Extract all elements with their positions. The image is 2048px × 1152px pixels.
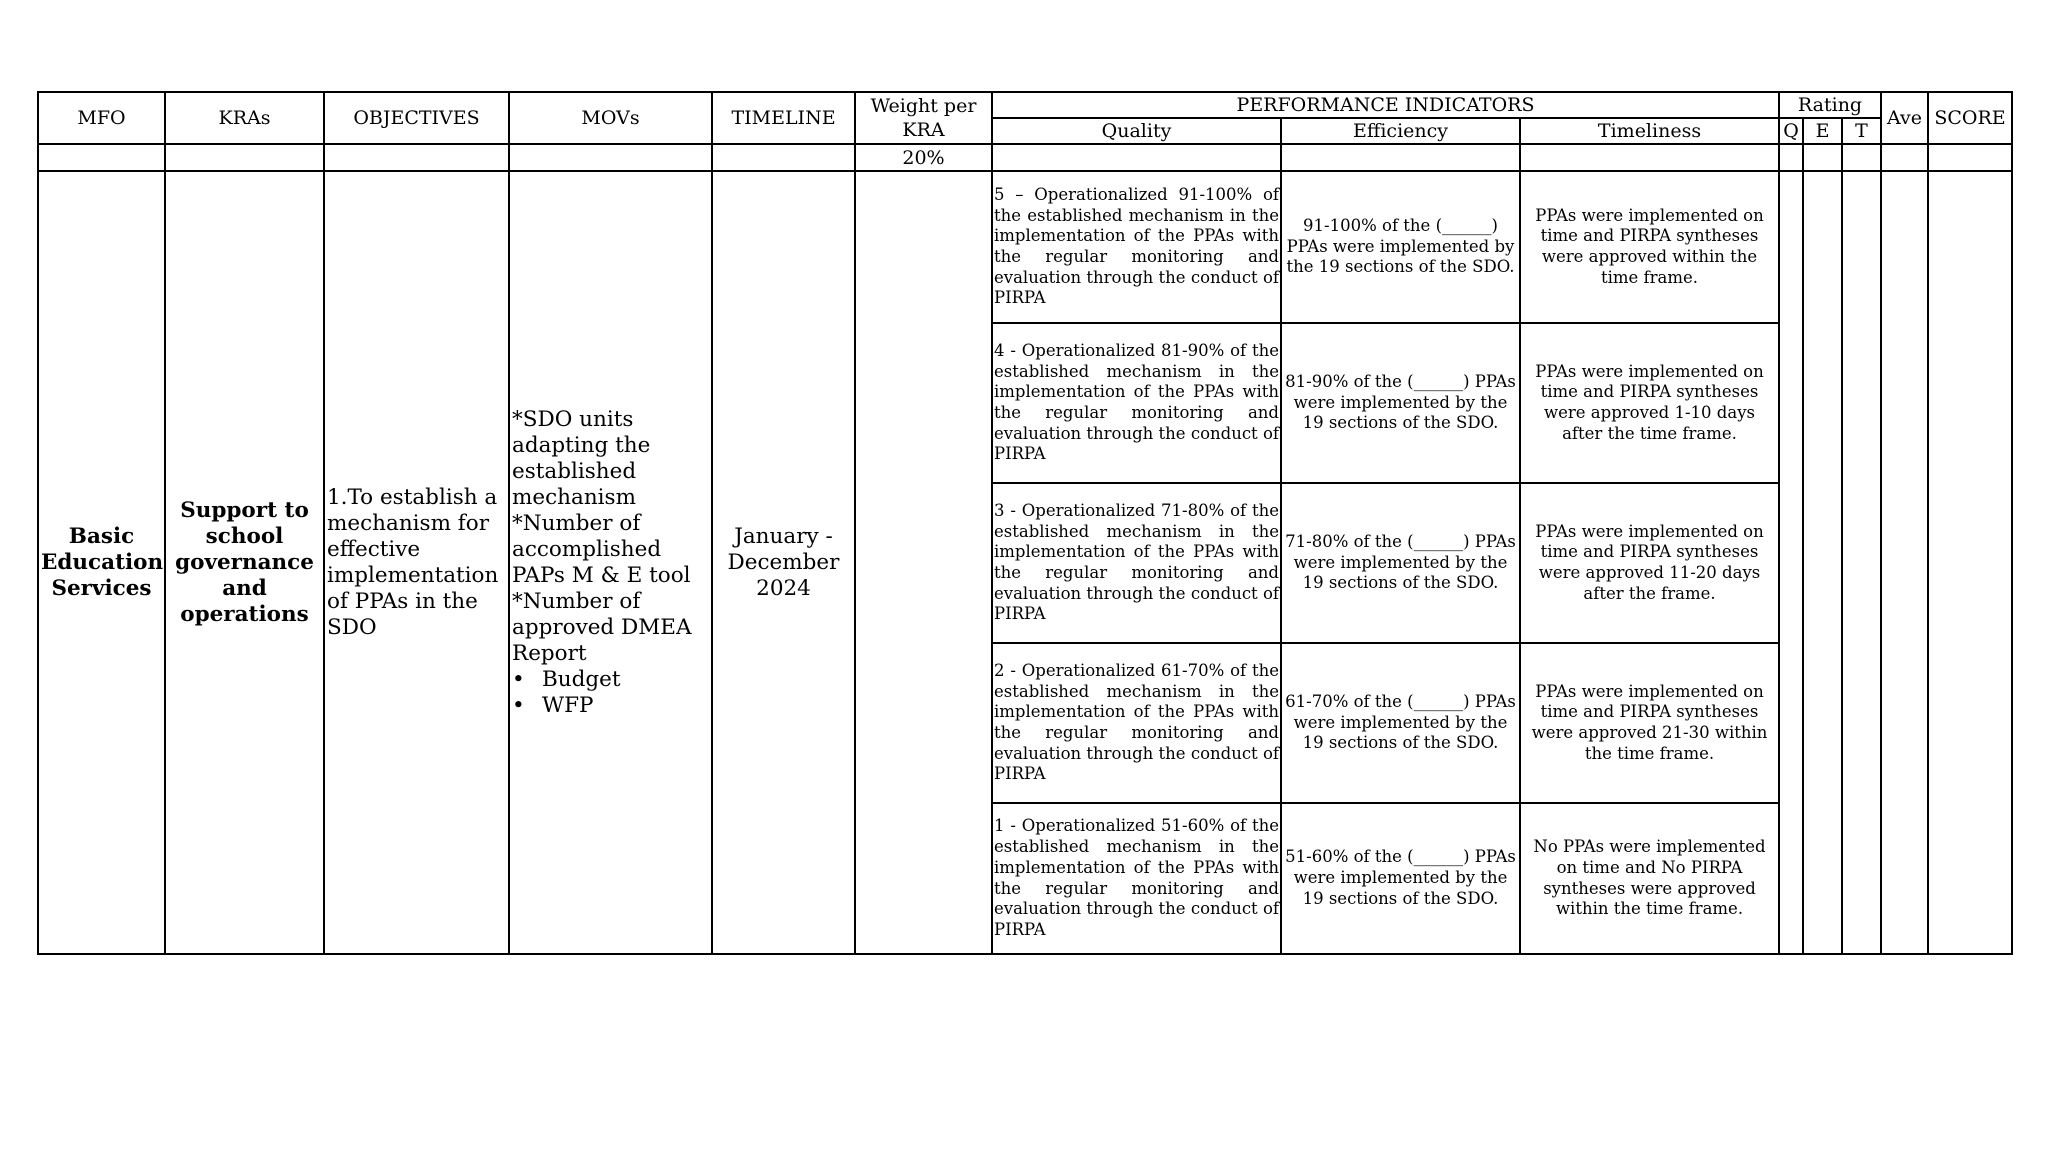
weight-row-movs-cell (509, 144, 712, 171)
timeliness-indicator-4: PPAs were implemented on time and PIRPA syntheses were approved 1-10 days after the time frame. (1520, 323, 1779, 483)
rating-q-cell[interactable] (1779, 171, 1803, 954)
header-mfo: MFO (38, 92, 165, 144)
quality-indicator-2: 2 - Operationalized 61-70% of the established mechanism in the implementation of the PPAs with the regular monitoring and evaluation through the conduct of PIRPA (992, 643, 1281, 803)
header-ave: Ave (1881, 92, 1928, 144)
header-timeliness: Timeliness (1520, 118, 1779, 144)
performance-table (37, 91, 2013, 955)
weight-cell (855, 171, 992, 954)
efficiency-indicator-2: 61-70% of the (______) PPAs were implemented by the 19 sections of the SDO. (1281, 643, 1520, 803)
header-score: SCORE (1928, 92, 2012, 144)
kra-cell: Support to school governance and operations (165, 171, 324, 954)
timeline-cell: January - December 2024 (712, 171, 855, 954)
weight-row-kra-cell (165, 144, 324, 171)
mfo-cell: Basic Education Services (38, 171, 165, 954)
movs-line: *SDO units adapting the established mechanism (512, 406, 651, 510)
weight-row-q-cell (1779, 144, 1803, 171)
quality-indicator-4: 4 - Operationalized 81-90% of the established mechanism in the implementation of the PPAs with the regular monitoring and evaluation through the conduct of PIRPA (992, 323, 1281, 483)
header-performance-indicators: PERFORMANCE INDICATORS (992, 92, 1779, 118)
score-cell[interactable] (1928, 171, 2012, 954)
header-rating-t: T (1842, 118, 1881, 144)
timeliness-indicator-2: PPAs were implemented on time and PIRPA syntheses were approved 21-30 within the time frame. (1520, 643, 1779, 803)
weight-row-ave-cell (1881, 144, 1928, 171)
header-movs: MOVs (509, 92, 712, 144)
timeliness-indicator-5: PPAs were implemented on time and PIRPA syntheses were approved within the time frame. (1520, 171, 1779, 323)
efficiency-indicator-4: 81-90% of the (______) PPAs were implemented by the 19 sections of the SDO. (1281, 323, 1520, 483)
weight-row-t-cell (1842, 144, 1881, 171)
rating-e-cell[interactable] (1803, 171, 1842, 954)
weight-row-efficiency-cell (1281, 144, 1520, 171)
header-rating-e: E (1803, 118, 1842, 144)
rating-t-cell[interactable] (1842, 171, 1881, 954)
header-rating: Rating (1779, 92, 1881, 118)
header-objectives: OBJECTIVES (324, 92, 509, 144)
movs-cell (509, 171, 712, 954)
weight-row-score-cell (1928, 144, 2012, 171)
efficiency-indicator-1: 51-60% of the (______) PPAs were implemented by the 19 sections of the SDO. (1281, 803, 1520, 954)
performance-table-sheet (37, 91, 2011, 955)
movs-line: *Number of approved DMEA Report (512, 588, 692, 666)
header-row-1 (38, 92, 2012, 118)
header-efficiency: Efficiency (1281, 118, 1520, 144)
weight-row (38, 144, 2012, 171)
efficiency-indicator-5: 91-100% of the (______) PPAs were implemented by the 19 sections of the SDO. (1281, 171, 1520, 323)
movs-bullet-list (512, 667, 709, 719)
timeliness-indicator-3: PPAs were implemented on time and PIRPA syntheses were approved 11-20 days after the frame. (1520, 483, 1779, 643)
timeliness-indicator-1: No PPAs were implemented on time and No PIRPA syntheses were approved within the time frame. (1520, 803, 1779, 954)
weight-row-mfo-cell (38, 144, 165, 171)
weight-row-timeline-cell (712, 144, 855, 171)
header-kras: KRAs (165, 92, 324, 144)
header-rating-q: Q (1779, 118, 1803, 144)
ave-cell[interactable] (1881, 171, 1928, 954)
quality-indicator-5: 5 – Operationalized 91-100% of the established mechanism in the implementation of the PPAs with the regular monitoring and evaluation through the conduct of PIRPA (992, 171, 1281, 323)
header-weight: Weight per KRA (855, 92, 992, 144)
movs-line: *Number of accomplished PAPs M & E tool (512, 510, 691, 588)
header-timeline: TIMELINE (712, 92, 855, 144)
quality-indicator-1: 1 - Operationalized 51-60% of the established mechanism in the implementation of the PPAs with the regular monitoring and evaluation through the conduct of PIRPA (992, 803, 1281, 954)
quality-indicator-3: 3 - Operationalized 71-80% of the established mechanism in the implementation of the PPAs with the regular monitoring and evaluation through the conduct of PIRPA (992, 483, 1281, 643)
header-quality: Quality (992, 118, 1281, 144)
weight-row-e-cell (1803, 144, 1842, 171)
movs-bullet-item: • WFP (512, 693, 709, 719)
weight-row-timeliness-cell (1520, 144, 1779, 171)
weight-row-objectives-cell (324, 144, 509, 171)
objective-cell: 1.To establish a mechanism for effective implementation of PPAs in the SDO (324, 171, 509, 954)
weight-value: 20% (855, 144, 992, 171)
movs-bullet-item: • Budget (512, 667, 709, 693)
weight-row-quality-cell (992, 144, 1281, 171)
indicator-row (38, 171, 2012, 323)
efficiency-indicator-3: 71-80% of the (______) PPAs were implemented by the 19 sections of the SDO. (1281, 483, 1520, 643)
